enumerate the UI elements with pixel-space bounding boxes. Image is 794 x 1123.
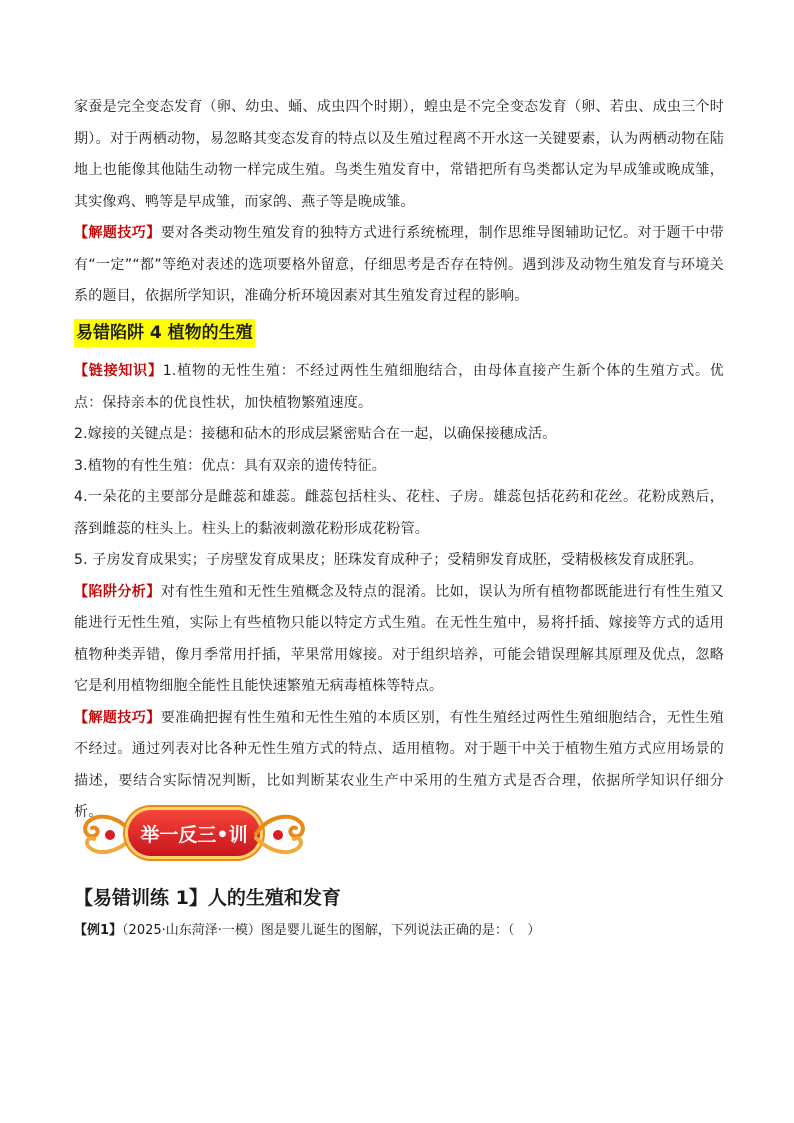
example-tag: 【例1】 [74, 923, 123, 938]
content-top [74, 92, 724, 313]
paragraph: 【解题技巧】要对各类动物生殖发育的独特方式进行系统梳理，制作思维导图辅助记忆。对于题干中带有“一定”“都”等绝对表述的选项要格外留意，仔细思考是否存在特例。遇到涉及动物生殖发育与环境关系的题目，依据所学知识，准确分析环境因素对其生殖发育过程的影响。 [74, 225, 724, 304]
section-heading: 易错陷阱 4 植物的生殖 [74, 319, 255, 347]
paragraph: 【解题技巧】要准确把握有性生殖和无性生殖的本质区别，有性生殖经过两性生殖细胞结合，无性生殖不经过。通过列表对比各种无性生殖方式的特点、适用植物。对于题干中关于植物生殖方式应用场景的描述，要结合实际情况判断，比如判断某农业生产中采用的生殖方式是否合理，依据所学知识仔细分析。 [74, 709, 724, 820]
banner-pill [128, 810, 260, 856]
tag-label: 【陷阱分析】 [74, 583, 161, 600]
paragraph: 家蚕是完全变态发育（卵、幼虫、蛹、成虫四个时期），蝗虫是不完全变态发育（卵、若虫、成虫三个时期）。对于两栖动物，易忽略其变态发育的特点以及生殖过程离不开水这一关键要素，认为两栖动物在陆地上也能像其他陆生动物一样完成生殖。鸟类生殖发育中，常错把所有鸟类都认定为早成雏或晚成雏，其实像鸡、鸭等是早成雏，而家鸽、燕子等是晚成雏。 [74, 99, 724, 210]
paragraph: 4.一朵花的主要部分是雌蕊和雄蕊。雌蕊包括柱头、花柱、子房。雄蕊包括花药和花丝。花粉成熟后，落到雌蕊的柱头上。柱头上的黏液刺激花粉形成花粉管。 [74, 489, 724, 537]
training-heading: 【易错训练 1】人的生殖和发育 [74, 887, 341, 909]
tag-label: 【解题技巧】 [74, 709, 161, 726]
cloud-scroll-right-icon [252, 808, 308, 860]
banner-label: 举一反三•训 [140, 824, 248, 846]
paragraph: 3.植物的有性生殖：优点：具有双亲的遗传特征。 [74, 457, 386, 474]
tag-label: 【解题技巧】 [74, 225, 161, 241]
paragraph: 【链接知识】1.植物的无性生殖：不经过两性生殖细胞结合，由母体直接产生新个体的生殖方式。优点：保持亲本的优良性状，加快植物繁殖速度。 [74, 363, 724, 411]
paragraph: 【陷阱分析】对有性生殖和无性生殖概念及特点的混淆。比如，误认为所有植物都既能进行有性生殖又能进行无性生殖，实际上有些植物只能以特定方式生殖。在无性生殖中，易将扦插、嫁接等方式的适用植物种类弄错，像月季常用扦插，苹果常用嫁接。对于组织培养，可能会错误理解其原理及优点，忽略它是利用植物细胞全能性且能快速繁殖无病毒植株等特点。 [74, 583, 724, 694]
example-question [74, 918, 540, 944]
tag-label: 【链接知识】 [74, 363, 163, 379]
paragraph: 2.嫁接的关键点是：接穗和砧木的形成层紧密贴合在一起，以确保接穗成活。 [74, 426, 557, 442]
example-text: （2025·山东菏泽·一模）图是婴儿诞生的图解，下列说法正确的是：（ ） [122, 923, 541, 938]
paragraph: 5. 子房发育成果实；子房壁发育成果皮；胚珠发育成种子；受精卵发育成胚，受精极核发育成胚乳。 [74, 552, 704, 568]
content-bottom [74, 356, 724, 829]
section-banner [80, 800, 308, 868]
